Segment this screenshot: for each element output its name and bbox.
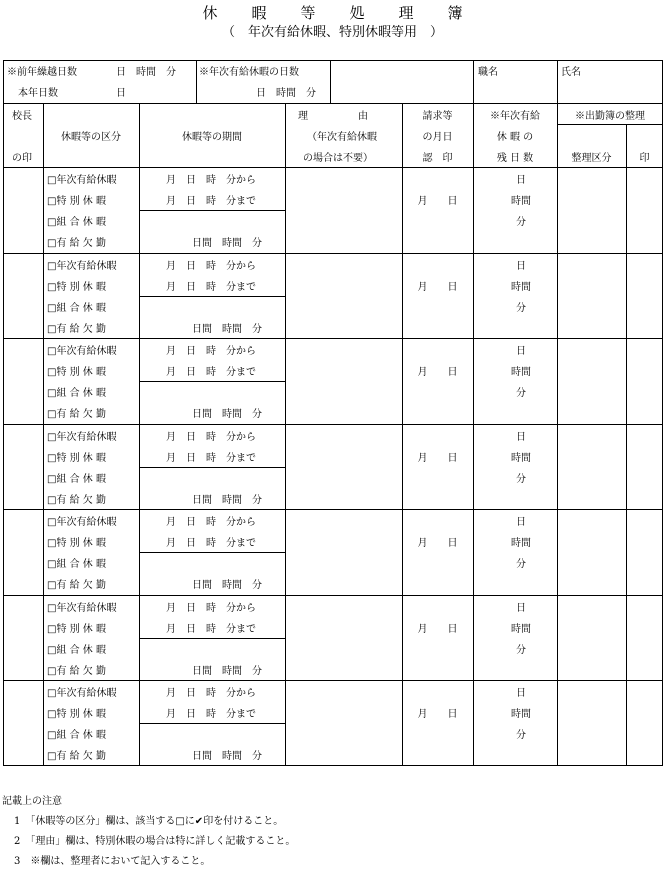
leave-type-checkbox[interactable]: □年次有給休暇 xyxy=(47,346,117,357)
leave-type-checkbox[interactable]: □組 合 休 暇 xyxy=(47,302,106,314)
remaining-minutes: 分 xyxy=(516,730,526,741)
remaining-days: 日 xyxy=(516,175,526,186)
leave-type-checkbox[interactable]: □組 合 休 暇 xyxy=(47,217,106,228)
period-to: 月 日 時 分まで xyxy=(166,538,256,549)
remaining-days: 日 xyxy=(516,260,526,272)
period-to: 月 日 時 分まで xyxy=(166,452,256,464)
remaining-minutes: 分 xyxy=(516,473,526,485)
row-divider xyxy=(3,338,663,339)
remaining-minutes: 分 xyxy=(516,302,526,314)
period-from: 月 日 時 分から xyxy=(166,517,256,528)
period-from: 月 日 時 分から xyxy=(166,346,256,357)
reason-header-2: （年次有給休暇 xyxy=(307,132,377,143)
leave-type-checkbox[interactable]: □有 給 欠 勤 xyxy=(47,323,106,335)
remaining-hours: 時間 xyxy=(511,538,531,549)
this-year-unit: 日 xyxy=(116,88,126,99)
leave-type-checkbox[interactable]: □年次有給休暇 xyxy=(47,260,117,272)
leave-type-checkbox[interactable]: □組 合 休 暇 xyxy=(47,473,106,485)
remaining-days: 日 xyxy=(516,688,526,699)
carry-over-units: 日 時間 分 xyxy=(116,67,176,78)
seal-header: 印 xyxy=(639,153,650,164)
remaining-minutes: 分 xyxy=(516,559,526,570)
period-days: 日間 時間 分 xyxy=(192,665,262,677)
period-to: 月 日 時 分まで xyxy=(166,367,256,378)
reason-header-1: 理 由 xyxy=(298,111,368,122)
this-year-label: 本年日数 xyxy=(18,88,58,99)
period-days: 日間 時間 分 xyxy=(192,751,262,762)
period-from: 月 日 時 分から xyxy=(166,688,256,699)
remaining-days: 日 xyxy=(516,517,526,528)
request-date: 月 日 xyxy=(417,623,458,635)
row-divider xyxy=(3,509,663,510)
remaining-hours: 時間 xyxy=(511,623,531,635)
job-title-label: 職名 xyxy=(478,67,498,78)
leave-type-checkbox[interactable]: □年次有給休暇 xyxy=(47,602,117,614)
leave-type-checkbox[interactable]: □特 別 休 暇 xyxy=(47,452,106,464)
leave-type-checkbox[interactable]: □有 給 欠 勤 xyxy=(47,238,106,249)
period-to: 月 日 時 分まで xyxy=(166,709,256,720)
leave-type-checkbox[interactable]: □有 給 欠 勤 xyxy=(47,494,106,506)
period-from: 月 日 時 分から xyxy=(166,175,256,186)
period-divider xyxy=(139,210,285,211)
leave-type-checkbox[interactable]: □特 別 休 暇 xyxy=(47,623,106,635)
row-divider xyxy=(3,595,663,596)
principal-seal-header-1: 校長 xyxy=(12,111,32,122)
period-to: 月 日 時 分まで xyxy=(166,196,256,207)
request-date: 月 日 xyxy=(417,196,458,207)
request-header-2: の月日 xyxy=(422,132,453,143)
period-to: 月 日 時 分まで xyxy=(166,623,256,635)
leave-type-checkbox[interactable]: □特 別 休 暇 xyxy=(47,709,106,720)
reason-header-3: の場合は不要） xyxy=(303,153,373,164)
remaining-hours: 時間 xyxy=(511,281,531,293)
remaining-hours: 時間 xyxy=(511,452,531,464)
category-header: 休暇等の区分 xyxy=(61,132,121,143)
leave-type-checkbox[interactable]: □年次有給休暇 xyxy=(47,517,117,528)
request-date: 月 日 xyxy=(417,709,458,720)
request-date: 月 日 xyxy=(417,452,458,464)
period-from: 月 日 時 分から xyxy=(166,602,256,614)
remaining-minutes: 分 xyxy=(516,217,526,228)
period-from: 月 日 時 分から xyxy=(166,431,256,443)
note-item: 2 「理由」欄は、特別休暇の場合は特に詳しく記載すること。 xyxy=(14,836,296,847)
period-from: 月 日 時 分から xyxy=(166,260,256,272)
page-subtitle: （ 年次有給休暇、特別休暇等用 ） xyxy=(221,25,443,40)
period-header: 休暇等の期間 xyxy=(182,132,242,143)
remaining-days: 日 xyxy=(516,431,526,443)
remaining-header-3: 残 日 数 xyxy=(496,153,534,164)
leave-type-checkbox[interactable]: □年次有給休暇 xyxy=(47,175,117,186)
principal-seal-header-2: の印 xyxy=(12,153,32,164)
remaining-hours: 時間 xyxy=(511,196,531,207)
remaining-minutes: 分 xyxy=(516,644,526,656)
leave-type-checkbox[interactable]: □特 別 休 暇 xyxy=(47,538,106,549)
remaining-header-1: ※年次有給 xyxy=(490,111,540,122)
sort-category-header: 整理区分 xyxy=(571,153,612,164)
row-divider xyxy=(3,680,663,681)
request-date: 月 日 xyxy=(417,367,458,378)
attendance-header: ※出勤簿の整理 xyxy=(575,111,645,122)
leave-type-checkbox[interactable]: □組 合 休 暇 xyxy=(47,559,106,570)
request-header-3: 認 印 xyxy=(422,153,453,164)
period-days: 日間 時間 分 xyxy=(192,323,262,335)
leave-type-checkbox[interactable]: □組 合 休 暇 xyxy=(47,730,106,741)
leave-type-checkbox[interactable]: □組 合 休 暇 xyxy=(47,644,106,656)
remaining-minutes: 分 xyxy=(516,388,526,399)
leave-type-checkbox[interactable]: □有 給 欠 勤 xyxy=(47,751,106,762)
row-divider xyxy=(3,424,663,425)
name-label: 氏名 xyxy=(561,67,581,78)
remaining-days: 日 xyxy=(516,346,526,357)
period-divider xyxy=(139,723,285,724)
period-divider xyxy=(139,552,285,553)
remaining-hours: 時間 xyxy=(511,367,531,378)
period-days: 日間 時間 分 xyxy=(192,494,262,506)
period-divider xyxy=(139,467,285,468)
remaining-hours: 時間 xyxy=(511,709,531,720)
period-days: 日間 時間 分 xyxy=(192,580,262,591)
leave-type-checkbox[interactable]: □組 合 休 暇 xyxy=(47,388,106,399)
period-to: 月 日 時 分まで xyxy=(166,281,256,293)
carry-over-label: ※前年繰越日数 xyxy=(7,67,77,78)
note-item: 1 「休暇等の区分」欄は、該当する□に✔印を付けること。 xyxy=(14,816,284,827)
page-title: 休暇等処理簿 xyxy=(202,4,497,22)
leave-type-checkbox[interactable]: □特 別 休 暇 xyxy=(47,196,106,207)
notes-heading: 記載上の注意 xyxy=(2,796,62,807)
note-item: 3 ※欄は、整理者において記入すること。 xyxy=(14,856,211,867)
leave-type-checkbox[interactable]: □年次有給休暇 xyxy=(47,688,117,699)
annual-leave-units: 日 時間 分 xyxy=(256,88,316,99)
period-divider xyxy=(139,296,285,297)
notes-section xyxy=(0,792,295,872)
period-days: 日間 時間 分 xyxy=(192,238,262,249)
row-divider xyxy=(3,253,663,254)
leave-type-checkbox[interactable]: □有 給 欠 勤 xyxy=(47,580,106,591)
leave-type-checkbox[interactable]: □特 別 休 暇 xyxy=(47,281,106,293)
request-date: 月 日 xyxy=(417,538,458,549)
remaining-days: 日 xyxy=(516,602,526,614)
period-divider xyxy=(139,381,285,382)
period-divider xyxy=(139,638,285,639)
leave-type-checkbox[interactable]: □有 給 欠 勤 xyxy=(47,665,106,677)
request-date: 月 日 xyxy=(417,281,458,293)
leave-type-checkbox[interactable]: □有 給 欠 勤 xyxy=(47,409,106,420)
request-header-1: 請求等 xyxy=(422,111,453,122)
remaining-header-2: 休 暇 の xyxy=(496,132,534,143)
leave-type-checkbox[interactable]: □年次有給休暇 xyxy=(47,431,117,443)
leave-type-checkbox[interactable]: □特 別 休 暇 xyxy=(47,367,106,378)
period-days: 日間 時間 分 xyxy=(192,409,262,420)
annual-leave-label: ※年次有給休暇の日数 xyxy=(199,67,299,78)
